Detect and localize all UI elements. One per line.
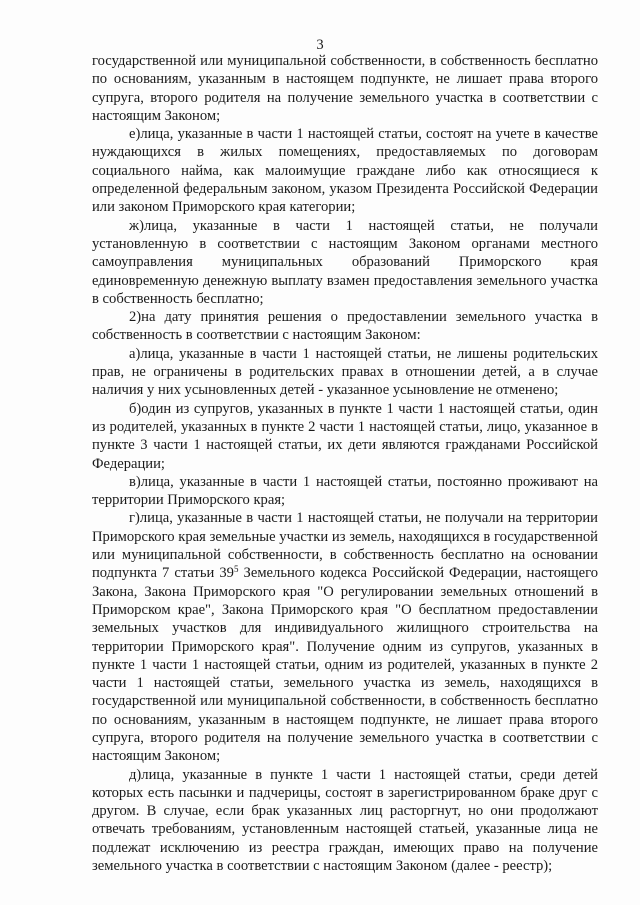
paragraph-item-a: а)лица, указанные в части 1 настоящей статьи, не лишены родительских прав, не ограничены в родительских правах в отношении детей, а в случае наличия у них усыновленных детей - указанное усыновление не отменено; <box>92 345 598 399</box>
paragraph-item-zh: ж)лица, указанные в части 1 настоящей статьи, не получали установленную в соответствии с настоящим Законом органами местного самоуправления муниципальных образований Приморского края единовременную денежную выплату взамен предоставления земельного участка в собственность бесплатно; <box>92 217 598 307</box>
paragraph-item-g-text: г)лица, указанные в части 1 настоящей статьи, не получали на территории Приморского края земельные участки из земель, находящихся в государственной или муниципальной собственности, в собственность бесплатно на основании подпункта 7 статьи 39 <box>92 510 598 582</box>
paragraph-item-b: б)один из супругов, указанных в пункте 1 части 1 настоящей статьи, один из родителей, указанных в пункте 2 части 1 настоящей статьи, лицо, указанное в пункте 3 части 1 настоящей статьи, их дети являются гражданами Российской Федерации; <box>92 400 598 472</box>
paragraph-item-2: 2)на дату принятия решения о предоставлении земельного участка в собственность в соответствии с настоящим Законом: <box>92 309 598 344</box>
article-superscript: 5 <box>233 564 239 575</box>
paragraph-item-g-text-after: Земельного кодекса Российской Федерации, настоящего Закона, Закона Приморского края "О регулировании земельных отношений в Приморском крае", Закона Приморского края "О бесплатном предоставлении земельных участков для индивидуального жилищного строительства на территории Приморского края". Получение одним из супругов, указанных в пункте 1 части 1 настоящей статьи, одним из родителей, указанных в пункте 2 части 1 настоящей статьи, земельного участка из земель, находящихся в государственной или муниципальной собственности, в собственность бесплатно по основаниям, указанным в настоящем подпункте, не лишает права второго супруга, второго родителя на получение земельного участка в соответствии с настоящим Законом; <box>92 565 598 765</box>
paragraph-item-g <box>92 509 598 765</box>
page-number: 3 <box>316 37 324 53</box>
paragraph-item-e: е)лица, указанные в части 1 настоящей статьи, состоят на учете в качестве нуждающихся в жилых помещениях, предоставляемых по договорам социального найма, как малоимущие граждане либо как относящиеся к определенной федеральным законом, указом Президента Российской Федерации или законом Приморского края категории; <box>92 126 598 216</box>
paragraph-continuation: государственной или муниципальной собственности, в собственность бесплатно по основаниям, указанным в настоящем подпункте, не лишает права второго супруга, второго родителя на получение земельного участка в соответствии с настоящим Законом; <box>92 53 598 124</box>
paragraph-item-d: д)лица, указанные в пункте 1 части 1 настоящей статьи, среди детей которых есть пасынки и падчерицы, состоят в зарегистрированном браке друг с другом. В случае, если брак указанных лиц расторгнут, но они продолжают отвечать требованиям, установленным настоящей статьей, указанные лица не подлежат исключению из реестра граждан, имеющих право на получение земельного участка в соответствии с настоящим Законом (далее - реестр); <box>92 766 598 875</box>
paragraph-item-v: в)лица, указанные в части 1 настоящей статьи, постоянно проживают на территории Приморского края; <box>92 473 598 509</box>
document-body <box>92 52 598 875</box>
